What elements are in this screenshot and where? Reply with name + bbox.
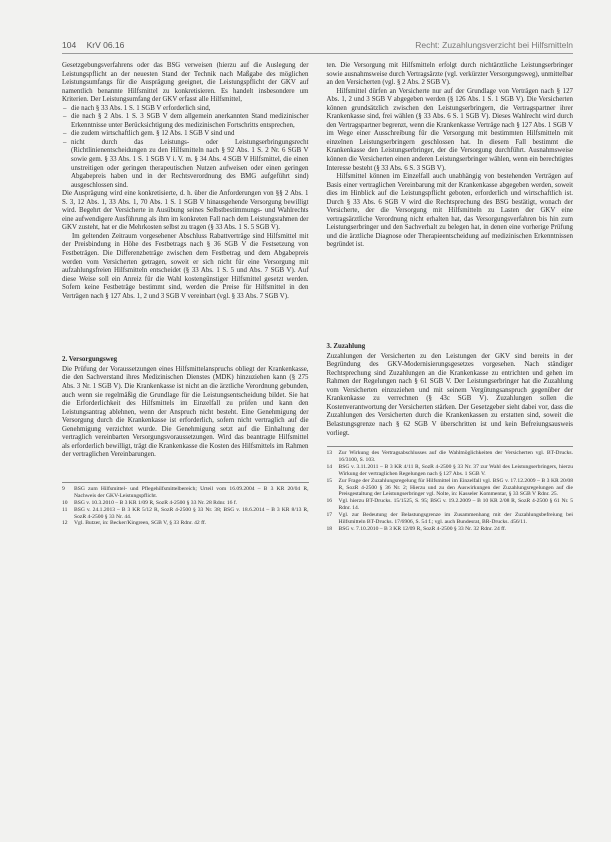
paragraph: ten. Die Versorgung mit Hilfsmitteln erfolgt durch nichtärztliche Leistungserbringer sowie ausnahmsweise durch Vertragsärzte (vgl. verkürzter Versorgungsweg), unmittelbar an den Versicherten (vgl. § 2 Abs. 2 SGB V). xyxy=(326,62,573,87)
footnote-number: 15 xyxy=(326,477,333,484)
footnote-text: BSG v. 24.1.2013 – B 3 KR 5/12 R, SozR 4-2500 § 33 Nr. 38; BSG v. 18.6.2014 – B 3 KR 8/13 R, SozR 4-2500 § 33 Nr. 44. xyxy=(74,506,309,520)
footnote xyxy=(327,450,574,464)
footnote-number: 10 xyxy=(62,499,68,506)
footnote xyxy=(62,486,309,500)
list-item: – die nach § 33 Abs. 1 S. 1 SGB V erforderlich sind, xyxy=(71,105,309,114)
footnote xyxy=(327,526,574,533)
right-column xyxy=(327,62,574,533)
paragraph: Die Prüfung der Voraussetzungen eines Hilfsmittelanspruchs obliegt der Krankenkasse, die den Sachverstand ihres Medizinischen Dienstes (MDK) hinzuziehen kann (§ 275 Abs. 3 Nr. 1 SGB V). Die Krankenkasse ist nicht an die ärztliche Verordnung gebunden, auch wenn sie regelmäßig die Grundlage für die Leistungsentscheidung bildet. Sie hat die Erforderlichkeit des Hilfsmittels im Einzelfall zu prüfen und kann den Leistungsantrag ablehnen, wenn der Anspruch nicht besteht. Eine Genehmigung der Versorgung durch die Krankenkasse ist erforderlich, sofern nicht vertraglich auf die Genehmigung verzichtet wurde. Die Genehmigung setzt auf die Einhaltung der vertraglich vereinbarten Versorgungsvoraussetzungen. Wird das beantragte Hilfsmittel als erforderlich bewilligt, trägt die Krankenkasse die Kosten des Hilfsmittels im Rahmen der vertraglichen Vereinbarungen. xyxy=(62,365,309,459)
footnote-number: 13 xyxy=(326,450,333,457)
footnotes-right xyxy=(327,446,574,533)
footnote-number: 16 xyxy=(326,498,333,505)
footnote-text: Vgl. hierzu BT-Drucks. 15/1525, S. 95; BSG v. 19.2.2009 – B 10 KR 2/08 R, SozR 4-2500 § 61 Nr. 5 Rdnr. 14. xyxy=(338,498,573,512)
footnote-text: BSG v. 3.11.2011 – B 3 KR 4/11 R, SozR 4-2500 § 33 Nr. 37 zur Wahl des Leistungserbringers, hierzu Wirkung der vertraglichen Regelungen nach § 127 Abs. 1 SGB V. xyxy=(338,463,573,477)
footnote-number: 18 xyxy=(326,526,333,533)
body-columns xyxy=(62,62,573,533)
footnote-number: 9 xyxy=(62,485,65,492)
footnote-text: BSG v. 10.3.2010 – B 3 KR 1/09 R, SozR 4-2500 § 33 Nr. 28 Rdnr. 16 f. xyxy=(74,499,238,506)
footnote xyxy=(327,498,574,512)
header-left xyxy=(62,40,132,50)
footnotes-left xyxy=(62,482,309,527)
footnote-number: 17 xyxy=(326,512,333,519)
footnote-text: BSG v. 7.10.2010 – B 3 KR 12/09 R, SozR 4-2500 § 33 Nr. 32 Rdnr. 24 ff. xyxy=(338,526,507,533)
footnote-text: BSG zum Hilfsmittel- und Pflegehilfsmittelbereich; Urteil vom 16.09.2004 – B 3 KR 20/04 R, Nachweis der GKV-Leistungspflicht. xyxy=(74,485,309,499)
footnote-number: 14 xyxy=(326,463,333,470)
spacer xyxy=(327,250,574,332)
footnote xyxy=(62,520,309,527)
footnote-number: 11 xyxy=(62,506,68,513)
footnote xyxy=(327,512,574,526)
footnote-text: Vgl. zur Bedeutung der Belastungsgrenze im Zusammenhang mit der Zuzahlungsbefreiung bei Hilfsmitteln BT-Drucks. 17/6906, S. 54 f.; vgl. auch Bundesrat, BR-Drucks. 456/11. xyxy=(338,512,573,526)
footnote-text: Zur Wirkung des Vertragsabschlusses auf die Wahlmöglichkeiten der Versicherten vgl. BT-Drucks. 16/3100, S. 103. xyxy=(338,450,573,463)
page-header xyxy=(62,36,573,54)
footnote xyxy=(327,464,574,478)
footnote-number: 12 xyxy=(62,520,68,527)
list-item: – nicht durch das Leistungs- oder Leistungserbringungsrecht (Richtlinienentscheidungen zu den Hilfsmitteln nach § 92 Abs. 1 S. 2 Nr. 6 SGB V sowie gem. § 33 Abs. 1 S. 1 SGB V i. V. m. § 34 Abs. 4 SGB V Hilfsmittel, die einen unstreitigen oder geringen therapeutischen Nutzen aufweisen oder einen geringen Abgabepreis haben und in der Rechtsverordnung des BMG aufgeführt sind) ausgeschlossen sind. xyxy=(71,139,309,190)
criteria-list xyxy=(62,105,309,190)
list-item: – die nach § 2 Abs. 1 S. 3 SGB V dem allgemein anerkannten Stand medizinischer Erkenntnisse unter Berücksichtigung des medizinischen Fortschritts entsprechen, xyxy=(71,113,309,130)
journal-name: KrV 06.16 xyxy=(86,40,125,50)
paragraph: Zuzahlungen der Versicherten zu den Leistungen der GKV sind bereits in der Begründung des GKV-Modernisierungsgesetzes vorgesehen. Nach ständiger Rechtsprechung sind Zuzahlungen an die Krankenkasse zu entrichten und gehen im Rahmen der Regelungen nach § 61 SGB V. Der Leistungserbringer hat die Zuzahlung vom Versicherten einzuziehen und mit seinem Vergütungsanspruch gegenüber der Krankenkasse zu verrechnen (§ 43c SGB V). Zuzahlungen sollen die Kostenverantwortung der Versicherten stärken. Der Gesetzgeber sieht dabei vor, dass die Zuzahlungen des Versicherten durch die Krankenkassen zu erstatten sind, soweit die Belastungsgrenze nach § 62 SGB V überschritten ist und kein Befreiungsausweis vorliegt. xyxy=(326,352,573,437)
footnote xyxy=(327,478,574,499)
left-column xyxy=(62,62,309,533)
paragraph: Gesetzgebungsverfahrens oder das BSG verweisen (hierzu auf die Auslegung der Leistungspflicht an der neuesten Stand der Technik nach Maßgabe des möglichen Leistungsumfangs für die Ausprägung geeignet, die Leistungspflicht der GKV auf namentlich benannte Hilfsmittel zu konkretisieren. Es handelt insbesondere um Kriterien. Der Leistungsumfang der GKV erfasst alle Hilfsmittel, xyxy=(62,62,309,104)
paragraph: Die Ausprägung wird eine konkretisierte, d. h. über die Anforderungen von §§ 2 Abs. 1 S. 3, 12 Abs. 1, 33 Abs. 1, 70 Abs. 1 S. 1 SGB V hinausgehende Versorgung bewilligt wird. Begehrt der Versicherte in Ausübung seines Selbstbestimmungs- und Wahlrechts eine aufwendigere Ausführung als ihm im konkreten Fall nach dem Leistungsrahmen der GKV zusteht, hat er die Mehrkosten selbst zu tragen (§ 33 Abs. 1 S. 5 SGB V). xyxy=(62,190,309,232)
footnote xyxy=(62,507,309,521)
list-item: – die zudem wirtschaftlich gem. § 12 Abs. 1 SGB V sind und xyxy=(71,130,309,139)
spacer xyxy=(62,301,309,345)
footnote-text: Vgl. Butzer, in: Becker/Kingreen, SGB V, § 33 Rdnr. 42 ff. xyxy=(74,520,207,527)
section-heading-versorgungsweg: 2. Versorgungsweg xyxy=(62,356,118,364)
page-number: 104 xyxy=(62,40,77,50)
footnote-text: Zur Frage der Zuzahlungsregelung für Hilfsmittel im Einzelfall vgl. BSG v. 17.12.2009 – B 3 KR 20/08 R, SozR 4-2500 § 36 Nr. 2; Hierzu und zu den Auswirkungen der Zuzahlungsregelungen auf die Preisgestaltung der Leistungserbringer vgl. Nolte, in: Kasseler Kommentar, § 33 SGB V Rdnr. 25. xyxy=(338,477,573,498)
section-heading-zuzahlung: 3. Zuzahlung xyxy=(326,343,366,351)
paragraph: Hilfsmittel können im Einzelfall auch unabhängig von bestehenden Verträgen auf Basis einer vertraglichen Vereinbarung mit der Krankenkasse abgegeben werden, soweit dies im Hinblick auf die Leistungspflicht geboten, erforderlich und wirtschaftlich ist. Durch § 33 Abs. 6 SGB V wird die Rechtsprechung des BSG bestätigt, wonach der Versicherte, der die Versorgung mit Hilfsmitteln zu Lasten der GKV eine vertragsärztliche Verordnung nicht erhalten hat, das Versorgungsverfahren bis hin zum Leistungserbringer und den Sachverhalt zu belegen hat, in denen eine vorherige Prüfung und die ärztliche Diagnose oder Therapieentscheidung auf medizinischen Erkenntnissen begründet ist. xyxy=(326,173,573,249)
paragraph: Im geltenden Zeitraum vorgesehener Abschluss Rabattverträge sind Hilfsmittel mit der Preisbindung in Höhe des Festbetrags nach § 36 SGB V die Festsetzung von Festbeträgen. Die Differenzbeträge zwischen dem Festbetrag und dem Abgabepreis werden vom Versicherten getragen, soweit er sich nicht für eine Versorgung mit aufzahlungsfreien Hilfsmitteln entscheidet (§ 33 Abs. 1 S. 5 und Abs. 7 SGB V). Auf diese Weise soll ein Anreiz für die Wahl kostengünstiger Hilfsmittel gesetzt werden. Sofern keine Festbeträge bestimmt sind, werden die Preise für Hilfsmittel in den Verträgen nach § 127 Abs. 1, 2 und 3 SGB V vereinbart (vgl. § 33 Abs. 7 SGB V). xyxy=(62,232,309,300)
paragraph: Hilfsmittel dürfen an Versicherte nur auf der Grundlage von Verträgen nach § 127 Abs. 1, 2 und 3 SGB V abgegeben werden (§ 126 Abs. 1 S. 1 SGB V). Die Versicherten können grundsätzlich zwischen den Leistungserbringern, die Vertragspartner ihrer Krankenkasse sind, frei wählen (§ 33 Abs. 6 S. 1 SGB V). Dieses Wahlrecht wird durch den Vertragspartner begrenzt, wenn die Krankenkasse Verträge nach § 127 Abs. 1 SGB V im Wege einer Ausschreibung für die Versorgung mit bestimmten Hilfsmitteln mit einzelnen Leistungserbringern geschlossen hat. In diesem Fall bestimmt die Krankenkasse den Leistungserbringer, der die Versorgung durchführt. Ausnahmsweise können die Versicherten einen anderen Leistungserbringer wählen, wenn ein berechtigtes Interesse besteht (§ 33 Abs. 6 S. 3 SGB V). xyxy=(326,87,573,172)
footnote xyxy=(62,500,309,507)
running-section-title: Recht: Zuzahlungsverzicht bei Hilfsmitteln xyxy=(415,40,573,50)
